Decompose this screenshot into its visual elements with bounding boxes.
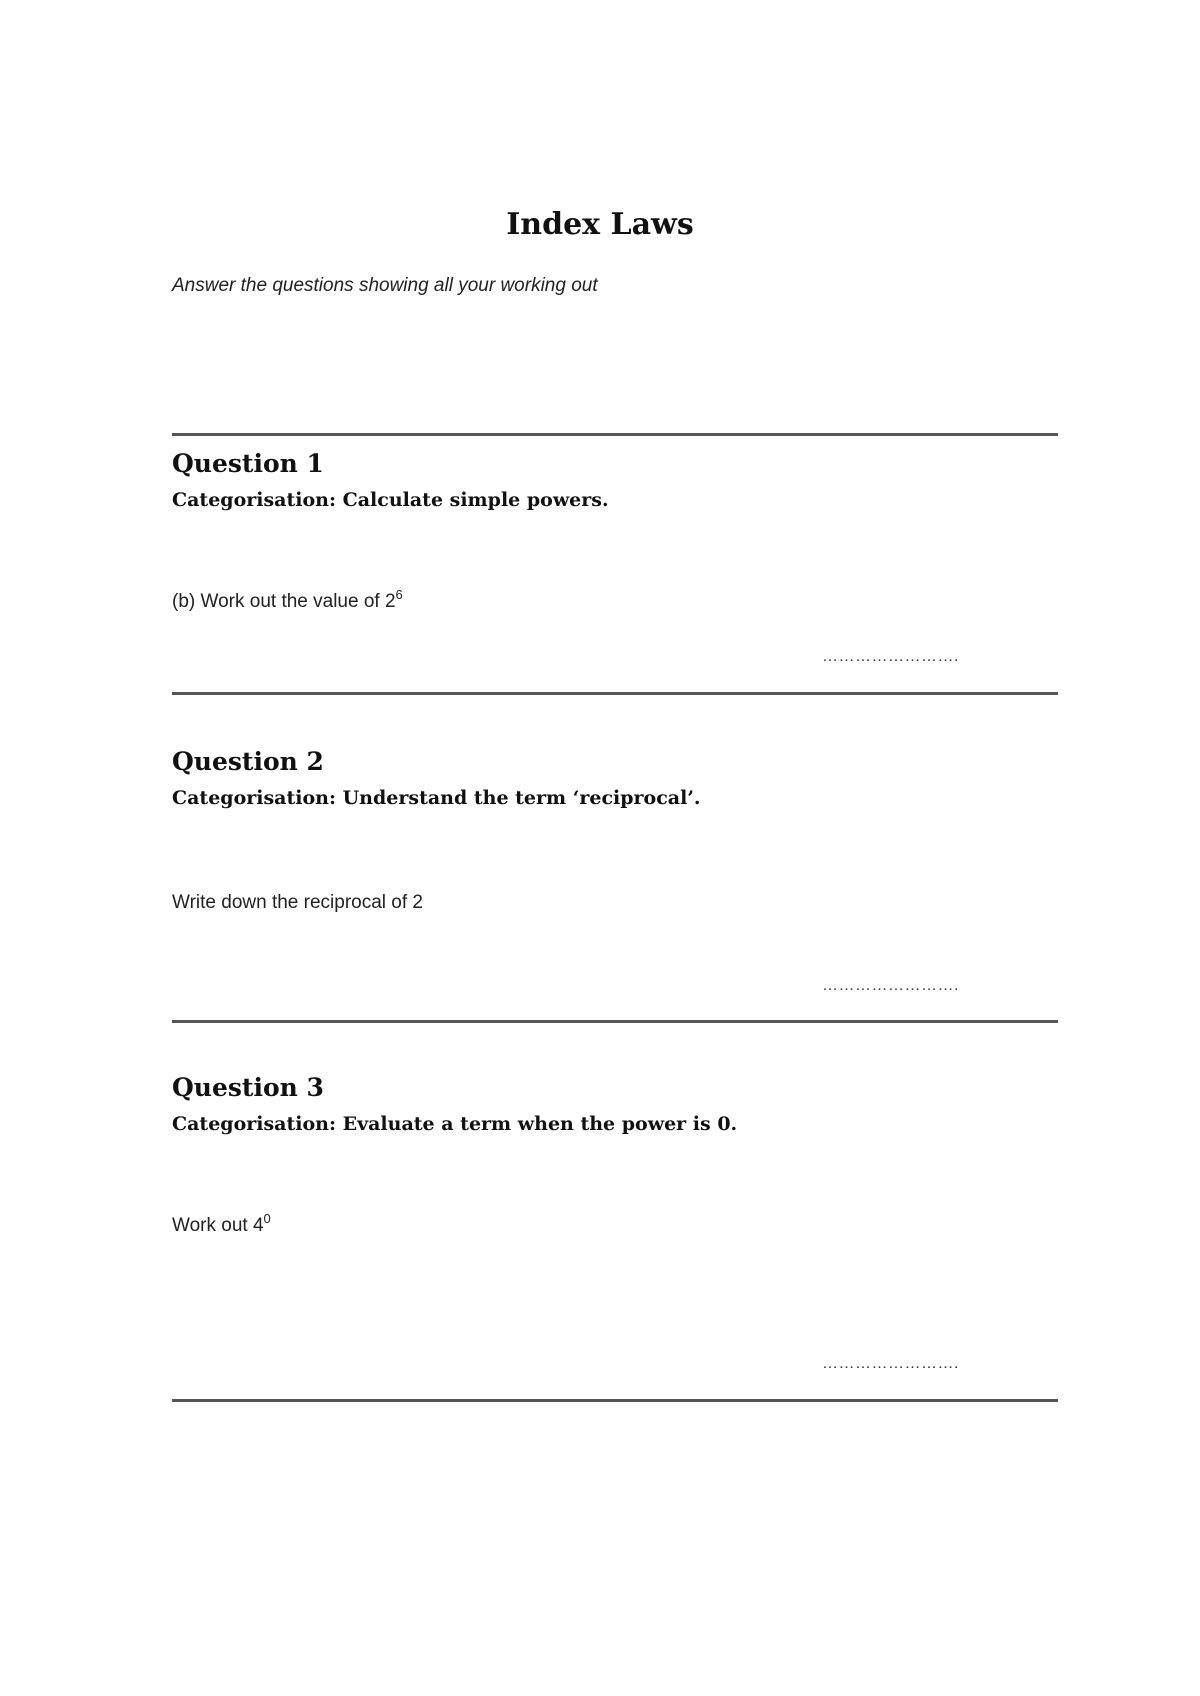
question-1-answer-line[interactable]: ……………………. xyxy=(822,648,959,665)
question-2-heading: Question 2 xyxy=(172,747,324,776)
question-2-prompt-text: Write down the reciprocal of 2 xyxy=(172,892,423,913)
question-1-categorisation: Categorisation: Calculate simple powers. xyxy=(172,489,609,511)
question-3-prompt xyxy=(172,1211,271,1238)
section-divider xyxy=(172,433,1058,436)
question-1-prompt-text: (b) Work out the value of 2 xyxy=(172,591,396,612)
question-3-answer-line[interactable]: ……………………. xyxy=(822,1355,959,1372)
question-3-prompt-text: Work out 4 xyxy=(172,1215,264,1236)
section-divider xyxy=(172,692,1058,695)
question-2-answer-line[interactable]: ……………………. xyxy=(822,977,959,994)
question-3-categorisation: Categorisation: Evaluate a term when the power is 0. xyxy=(172,1113,738,1135)
section-divider xyxy=(172,1399,1058,1402)
question-3-heading: Question 3 xyxy=(172,1073,324,1102)
page-title: Index Laws xyxy=(506,207,694,242)
question-1-exponent: 6 xyxy=(395,587,403,602)
question-3-exponent: 0 xyxy=(263,1211,271,1226)
question-2-categorisation: Categorisation: Understand the term ‘reciprocal’. xyxy=(172,787,701,809)
question-1-prompt xyxy=(172,587,403,614)
question-1-heading: Question 1 xyxy=(172,449,324,478)
instructions-text: Answer the questions showing all your working out xyxy=(172,275,598,296)
question-2-prompt xyxy=(172,891,423,915)
section-divider xyxy=(172,1020,1058,1023)
